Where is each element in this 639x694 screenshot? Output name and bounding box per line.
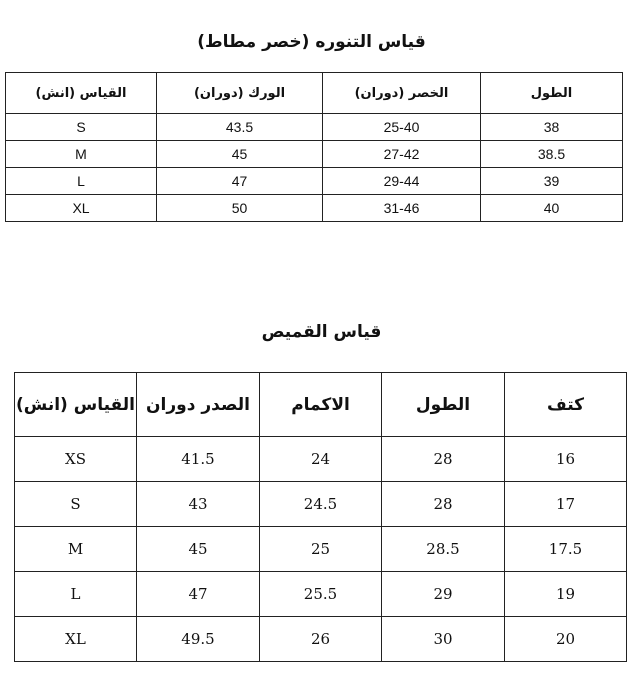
table-row (6, 141, 623, 168)
column-header-chest: الصدر دوران (137, 373, 260, 437)
table-row (15, 617, 627, 662)
table-cell: 45 (157, 141, 323, 168)
table-cell: 25.5 (260, 572, 382, 617)
column-header-length: الطول (382, 373, 505, 437)
table-cell: XL (15, 617, 137, 662)
column-header-waist: الخصر (دوران) (323, 73, 481, 114)
table-cell: 43.5 (157, 114, 323, 141)
table-row (6, 114, 623, 141)
table-cell: L (15, 572, 137, 617)
table-cell: 31-46 (323, 195, 481, 222)
table-cell: 24.5 (260, 482, 382, 527)
column-header-sleeves: الاكمام (260, 373, 382, 437)
table-cell: 27-42 (323, 141, 481, 168)
table-cell: 29 (382, 572, 505, 617)
column-header-shoulder: كتف (505, 373, 627, 437)
table-cell: 38 (481, 114, 623, 141)
column-header-size: القياس (انش) (6, 73, 157, 114)
table-cell: 17.5 (505, 527, 627, 572)
table-cell: 25-40 (323, 114, 481, 141)
table-cell: 30 (382, 617, 505, 662)
table-cell: 49.5 (137, 617, 260, 662)
shirt-size-table (14, 372, 627, 662)
table-cell: M (6, 141, 157, 168)
table-cell: XL (6, 195, 157, 222)
shirt-size-title: قياس القميص (261, 322, 382, 342)
table-row (15, 527, 627, 572)
table-cell: 25 (260, 527, 382, 572)
table-cell: 38.5 (481, 141, 623, 168)
table-row (15, 482, 627, 527)
table-header-row (6, 73, 623, 114)
table-cell: 17 (505, 482, 627, 527)
table-cell: 16 (505, 437, 627, 482)
column-header-size: القياس (انش) (15, 373, 137, 437)
table-cell: 28 (382, 482, 505, 527)
table-cell: 29-44 (323, 168, 481, 195)
table-cell: 19 (505, 572, 627, 617)
table-cell: 39 (481, 168, 623, 195)
table-row (15, 572, 627, 617)
table-row (6, 168, 623, 195)
table-cell: M (15, 527, 137, 572)
skirt-size-title: قياس التنوره (خصر مطاط) (197, 32, 426, 52)
table-cell: 50 (157, 195, 323, 222)
table-cell: 41.5 (137, 437, 260, 482)
column-header-length: الطول (481, 73, 623, 114)
skirt-size-table (5, 72, 623, 222)
table-cell: S (15, 482, 137, 527)
table-cell: 26 (260, 617, 382, 662)
table-cell: L (6, 168, 157, 195)
table-cell: 45 (137, 527, 260, 572)
table-cell: 28 (382, 437, 505, 482)
table-cell: 43 (137, 482, 260, 527)
table-cell: 47 (137, 572, 260, 617)
table-row (15, 437, 627, 482)
table-cell: 20 (505, 617, 627, 662)
table-header-row (15, 373, 627, 437)
table-cell: 28.5 (382, 527, 505, 572)
table-row (6, 195, 623, 222)
table-cell: XS (15, 437, 137, 482)
table-cell: 47 (157, 168, 323, 195)
column-header-hip: الورك (دوران) (157, 73, 323, 114)
table-cell: 40 (481, 195, 623, 222)
table-cell: 24 (260, 437, 382, 482)
table-cell: S (6, 114, 157, 141)
